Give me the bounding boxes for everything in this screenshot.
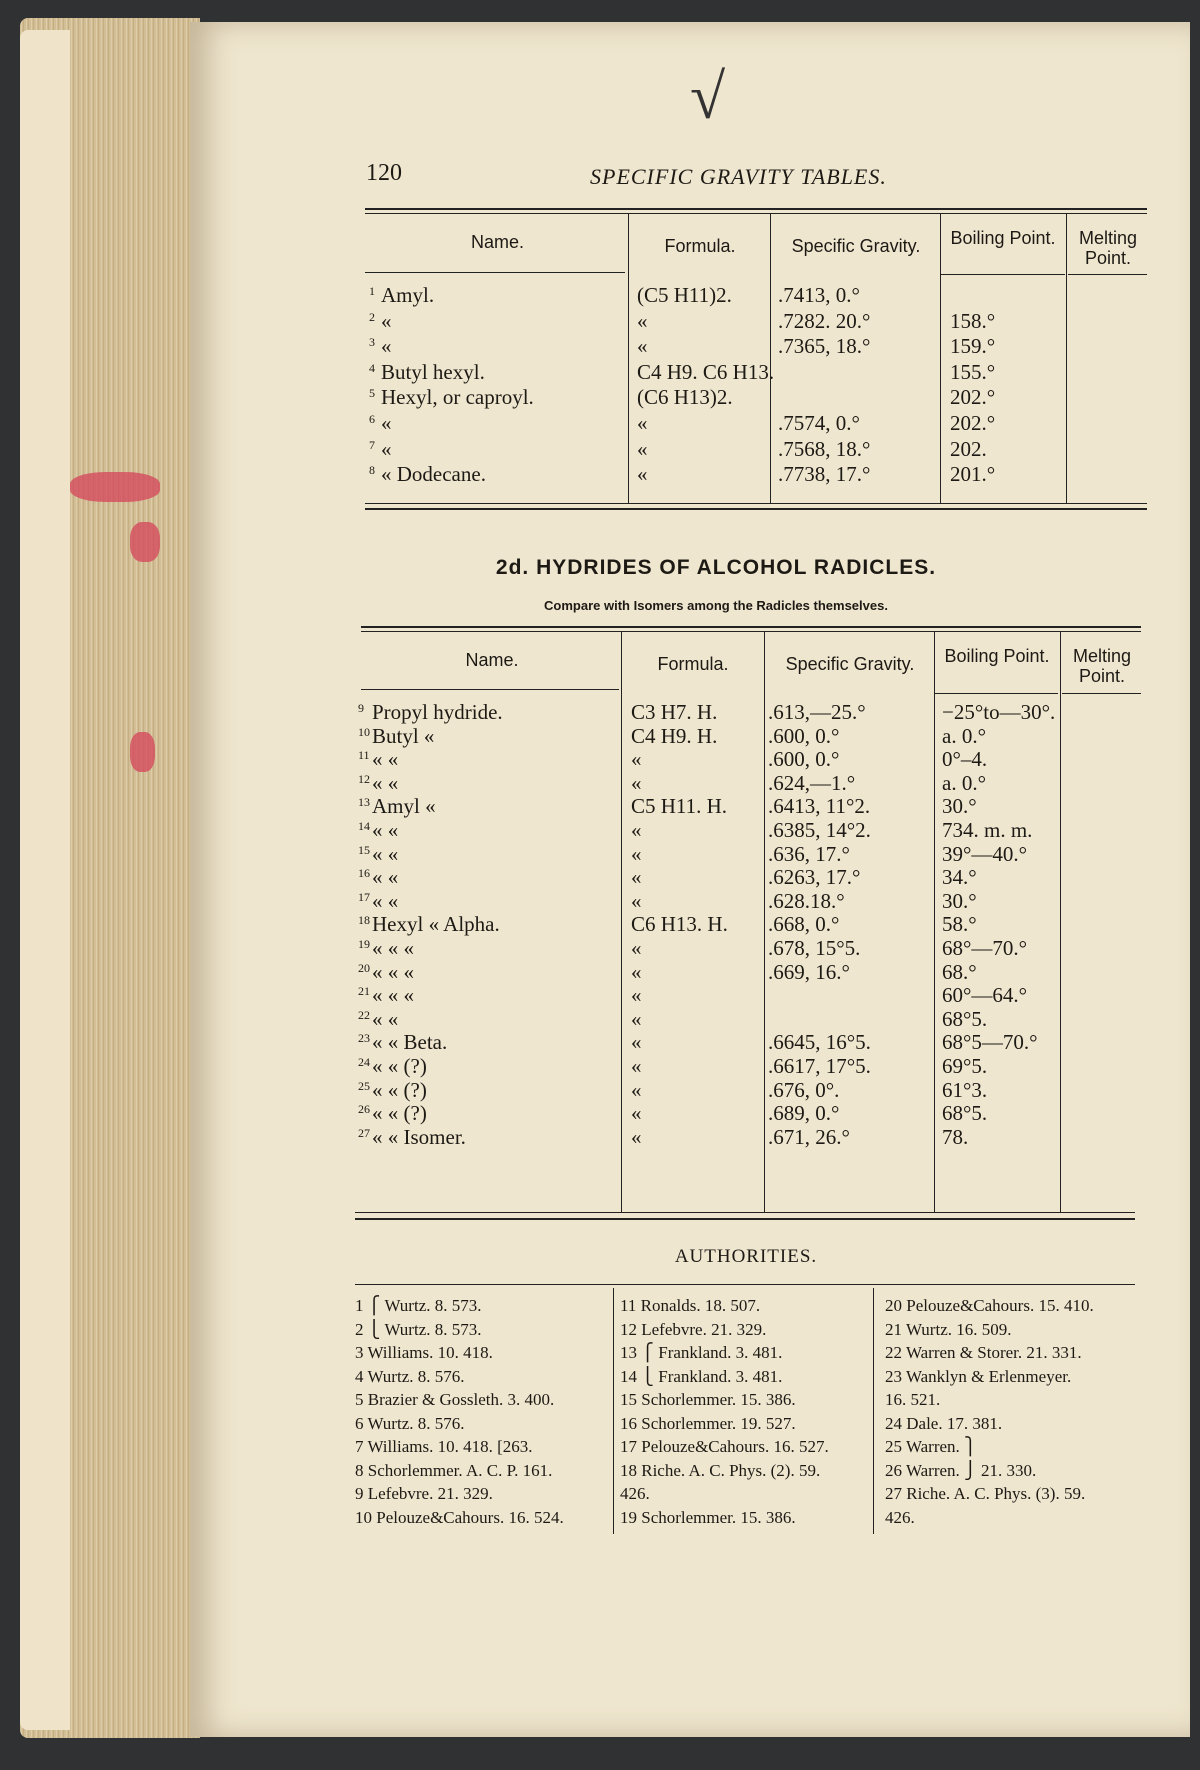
specific-gravity-cell: .671, 26.°	[768, 1124, 850, 1149]
boiling-point-cell: 78.	[942, 1124, 969, 1149]
boiling-point-cell: 34.°	[942, 865, 977, 890]
row-number: 23	[358, 1031, 370, 1046]
authority-entry: 26 Warren. ⎭ 21. 330.	[885, 1460, 1037, 1480]
boiling-point-cell: 202.°	[950, 385, 996, 410]
compound-name: « Dodecane.	[381, 462, 486, 487]
formula-cell: «	[637, 308, 648, 333]
running-title: SPECIFIC GRAVITY TABLES.	[590, 164, 887, 189]
boiling-point-cell: 39°—40.°	[942, 841, 1028, 866]
boiling-point-cell: 68°5—70.°	[942, 1030, 1038, 1055]
row-number: 19	[358, 937, 370, 951]
specific-gravity-cell: .636, 17.°	[768, 841, 850, 866]
boiling-point-cell: 68°5.	[942, 1006, 988, 1031]
specific-gravity-cell: .600, 0.°	[768, 723, 840, 748]
formula-cell: «	[631, 770, 642, 795]
authority-entry: 27 Riche. A. C. Phys. (3). 59.	[885, 1484, 1086, 1503]
formula-cell: (C6 H13)2.	[637, 385, 733, 410]
compound-name: « « «	[372, 936, 414, 960]
row-number: 15	[358, 842, 370, 857]
authority-entry: 426.	[885, 1507, 915, 1527]
row-number: 18	[358, 913, 370, 928]
row-number: 8	[369, 463, 375, 478]
row-number: 1	[369, 284, 375, 298]
row-number: 14	[358, 819, 370, 833]
formula-cell: «	[631, 818, 642, 842]
row-number: 7	[369, 437, 375, 452]
formula-cell: «	[631, 936, 642, 960]
authority-entry: 23 Wanklyn & Erlenmeyer.	[885, 1366, 1072, 1386]
formula-cell: «	[631, 865, 642, 890]
boiling-point-cell: 68°5.	[942, 1101, 988, 1126]
row-number: 3	[369, 335, 375, 350]
formula-cell: «	[637, 411, 648, 435]
formula-cell: (C5 H11)2.	[637, 283, 732, 307]
authorities-column-1	[355, 1294, 564, 1529]
header-name-2: Name.	[465, 650, 519, 670]
authority-entry: 6 Wurtz. 8. 576.	[355, 1413, 465, 1433]
formula-cell: «	[631, 959, 642, 984]
formula-cell: «	[631, 983, 642, 1008]
authority-entry: 25 Warren. ⎫	[885, 1437, 977, 1456]
red-stain	[70, 472, 160, 502]
compound-name: Propyl hydride.	[372, 700, 503, 724]
formula-cell: «	[631, 888, 642, 913]
authority-entry: 12 Lefebvre. 21. 329.	[620, 1319, 767, 1339]
compound-name: « «	[372, 770, 399, 795]
boiling-point-cell: 58.°	[942, 912, 977, 937]
boiling-point-cell: 0°–4.	[942, 747, 988, 772]
compound-name: « « Beta.	[372, 1030, 448, 1055]
authority-entry: 426.	[620, 1484, 650, 1503]
compound-name: « «	[372, 747, 399, 772]
row-number: 12	[358, 771, 370, 786]
formula-cell: «	[631, 1101, 642, 1126]
row-number: 9	[358, 701, 364, 715]
authority-entry: 18 Riche. A. C. Phys. (2). 59.	[620, 1460, 821, 1480]
formula-cell: «	[631, 1006, 642, 1031]
compound-name: « «	[372, 865, 399, 890]
compound-name: «	[381, 334, 392, 359]
row-number: 4	[369, 360, 375, 375]
compound-name: « « Isomer.	[372, 1124, 466, 1149]
compound-name: « « «	[372, 959, 414, 984]
section-title: 2d. HYDRIDES OF ALCOHOL RADICLES.	[495, 556, 937, 579]
header-specific-gravity-2: Specific Gravity.	[785, 654, 915, 674]
boiling-point-cell: 202.	[950, 436, 987, 461]
authority-entry: 16. 521.	[885, 1390, 941, 1409]
specific-gravity-cell: .6645, 16°5.	[768, 1030, 871, 1055]
formula-cell: «	[631, 1124, 642, 1149]
formula-cell: «	[637, 334, 648, 359]
boiling-point-cell: a. 0.°	[942, 770, 986, 795]
boiling-point-cell: 69°5.	[942, 1054, 988, 1078]
compound-name: Hexyl « Alpha.	[372, 912, 500, 937]
page-edge-highlight	[20, 30, 70, 1730]
authority-entry: 2 ⎩ Wurtz. 8. 573.	[355, 1319, 482, 1339]
boiling-point-cell: 60°—64.°	[942, 983, 1028, 1008]
boiling-point-cell: 734. m. m.	[942, 818, 1033, 842]
boiling-point-cell: 158.°	[950, 308, 996, 333]
boiling-point-cell: 61°3.	[942, 1077, 988, 1102]
red-stain	[130, 522, 160, 562]
boiling-point-cell: 202.°	[950, 411, 996, 435]
authority-entry: 9 Lefebvre. 21. 329.	[355, 1484, 493, 1503]
specific-gravity-cell: .678, 15°5.	[768, 936, 861, 960]
compound-name: Amyl.	[381, 283, 435, 307]
compound-name: « «	[372, 1006, 399, 1031]
row-number: 2	[369, 309, 375, 324]
compound-name: Hexyl, or caproyl.	[381, 385, 534, 410]
boiling-point-cell: 68°—70.°	[942, 936, 1028, 960]
authority-entry: 21 Wurtz. 16. 509.	[885, 1319, 1012, 1339]
header-formula: Formula.	[664, 236, 736, 256]
compound-name: « «	[372, 818, 399, 842]
row-number: 25	[358, 1078, 370, 1093]
row-number: 27	[358, 1125, 370, 1140]
specific-gravity-cell: .600, 0.°	[768, 747, 840, 772]
specific-gravity-cell: .676, 0°.	[768, 1077, 840, 1102]
boiling-point-cell: 201.°	[950, 462, 996, 487]
formula-cell: «	[631, 1054, 642, 1078]
boiling-point-cell: 155.°	[950, 359, 996, 384]
authority-entry: 20 Pelouze&Cahours. 15. 410.	[885, 1296, 1094, 1315]
boiling-point-cell: 159.°	[950, 334, 996, 359]
formula-cell: «	[637, 462, 648, 487]
authority-entry: 4 Wurtz. 8. 576.	[355, 1366, 465, 1386]
authority-entry: 8 Schorlemmer. A. C. P. 161.	[355, 1460, 553, 1480]
authority-entry: 19 Schorlemmer. 15. 386.	[620, 1507, 796, 1527]
compound-name: « « «	[372, 983, 414, 1008]
row-number: 6	[369, 412, 375, 426]
authority-entry: 24 Dale. 17. 381.	[885, 1413, 1003, 1433]
specific-gravity-cell: .624,—1.°	[768, 770, 856, 795]
header-formula-2: Formula.	[657, 654, 729, 674]
boiling-point-cell: a. 0.°	[942, 723, 986, 748]
specific-gravity-cell: .6617, 17°5.	[768, 1054, 871, 1078]
authority-entry: 15 Schorlemmer. 15. 386.	[620, 1390, 796, 1409]
authorities-column-3	[885, 1294, 1094, 1529]
red-stain	[130, 732, 155, 772]
compound-name: «	[381, 308, 392, 333]
authority-entry: 14 ⎩ Frankland. 3. 481.	[620, 1366, 783, 1386]
section-subtitle: Compare with Isomers among the Radicles themselves.	[544, 598, 888, 613]
row-number: 24	[358, 1055, 370, 1069]
formula-cell: «	[631, 747, 642, 772]
specific-gravity-cell: .628.18.°	[768, 888, 845, 913]
row-number: 10	[358, 724, 370, 739]
specific-gravity-cell: .7365, 18.°	[778, 334, 871, 359]
specific-gravity-cell: .669, 16.°	[768, 959, 850, 984]
header-boiling-point: Boiling Point.	[950, 228, 1056, 248]
header-melting-point: Melting Point.	[1078, 228, 1138, 268]
row-number: 5	[369, 386, 375, 401]
compound-name: Butyl «	[372, 723, 435, 748]
formula-cell: «	[631, 841, 642, 866]
compound-name: « « (?)	[372, 1101, 427, 1126]
authority-entry: 17 Pelouze&Cahours. 16. 527.	[620, 1437, 829, 1456]
authority-entry: 3 Williams. 10. 418.	[355, 1343, 493, 1362]
formula-cell: «	[631, 1030, 642, 1055]
formula-cell: C3 H7. H.	[631, 700, 718, 724]
compound-name: « « (?)	[372, 1054, 427, 1078]
specific-gravity-cell: .7738, 17.°	[778, 462, 871, 487]
formula-cell: «	[631, 1077, 642, 1102]
boiling-point-cell: 68.°	[942, 959, 977, 984]
specific-gravity-cell: .6263, 17.°	[768, 865, 861, 890]
authorities-title: AUTHORITIES.	[674, 1246, 818, 1267]
authority-entry: 13 ⎧ Frankland. 3. 481.	[620, 1343, 783, 1362]
formula-cell: «	[637, 436, 648, 461]
authority-entry: 10 Pelouze&Cahours. 16. 524.	[355, 1507, 564, 1527]
row-number: 20	[358, 960, 370, 975]
specific-gravity-cell: .689, 0.°	[768, 1101, 840, 1126]
compound-name: « «	[372, 841, 399, 866]
specific-gravity-cell: .613,—25.°	[768, 700, 866, 724]
row-number: 21	[358, 984, 370, 999]
boiling-point-cell: 30.°	[942, 888, 977, 913]
header-boiling-point-2: Boiling Point.	[944, 646, 1050, 666]
specific-gravity-cell: .7282. 20.°	[778, 308, 871, 333]
row-number: 11	[358, 748, 370, 763]
specific-gravity-cell: .6413, 11°2.	[768, 794, 871, 819]
compound-name: «	[381, 411, 392, 435]
compound-name: Butyl hexyl.	[381, 359, 485, 384]
specific-gravity-cell: .7574, 0.°	[778, 411, 860, 435]
page-number: 120	[366, 160, 402, 186]
formula-cell: C4 H9. H.	[631, 723, 718, 748]
authority-entry: 11 Ronalds. 18. 507.	[620, 1296, 761, 1315]
specific-gravity-cell: .668, 0.°	[768, 912, 840, 937]
boiling-point-cell: −25°to—30°.	[942, 700, 1056, 724]
row-number: 13	[358, 795, 370, 810]
authorities-column-2	[620, 1294, 829, 1529]
compound-name: « «	[372, 888, 399, 913]
row-number: 17	[358, 889, 370, 904]
formula-cell: C4 H9. C6 H13.	[637, 359, 775, 384]
authority-entry: 1 ⎧ Wurtz. 8. 573.	[355, 1296, 482, 1315]
header-specific-gravity: Specific Gravity.	[791, 236, 921, 256]
authority-entry: 22 Warren & Storer. 21. 331.	[885, 1343, 1082, 1362]
page-header	[366, 160, 936, 190]
formula-cell: C6 H13. H.	[631, 912, 728, 937]
handwritten-check-mark: √	[690, 61, 726, 132]
row-number: 22	[358, 1007, 370, 1022]
row-number: 26	[358, 1102, 370, 1117]
boiling-point-cell: 30.°	[942, 794, 977, 819]
specific-gravity-cell: .7413, 0.°	[778, 283, 860, 307]
authority-entry: 16 Schorlemmer. 19. 527.	[620, 1413, 796, 1433]
compound-name: «	[381, 436, 392, 461]
row-number: 16	[358, 866, 370, 881]
header-melting-point-2: Melting Point.	[1072, 646, 1132, 686]
formula-cell: C5 H11. H.	[631, 794, 728, 819]
authority-entry: 7 Williams. 10. 418. [263.	[355, 1437, 533, 1456]
compound-name: Amyl «	[372, 794, 436, 819]
specific-gravity-cell: .6385, 14°2.	[768, 818, 871, 842]
authority-entry: 5 Brazier & Gossleth. 3. 400.	[355, 1390, 555, 1409]
header-name: Name.	[470, 232, 524, 252]
specific-gravity-cell: .7568, 18.°	[778, 436, 871, 461]
compound-name: « « (?)	[372, 1077, 427, 1102]
